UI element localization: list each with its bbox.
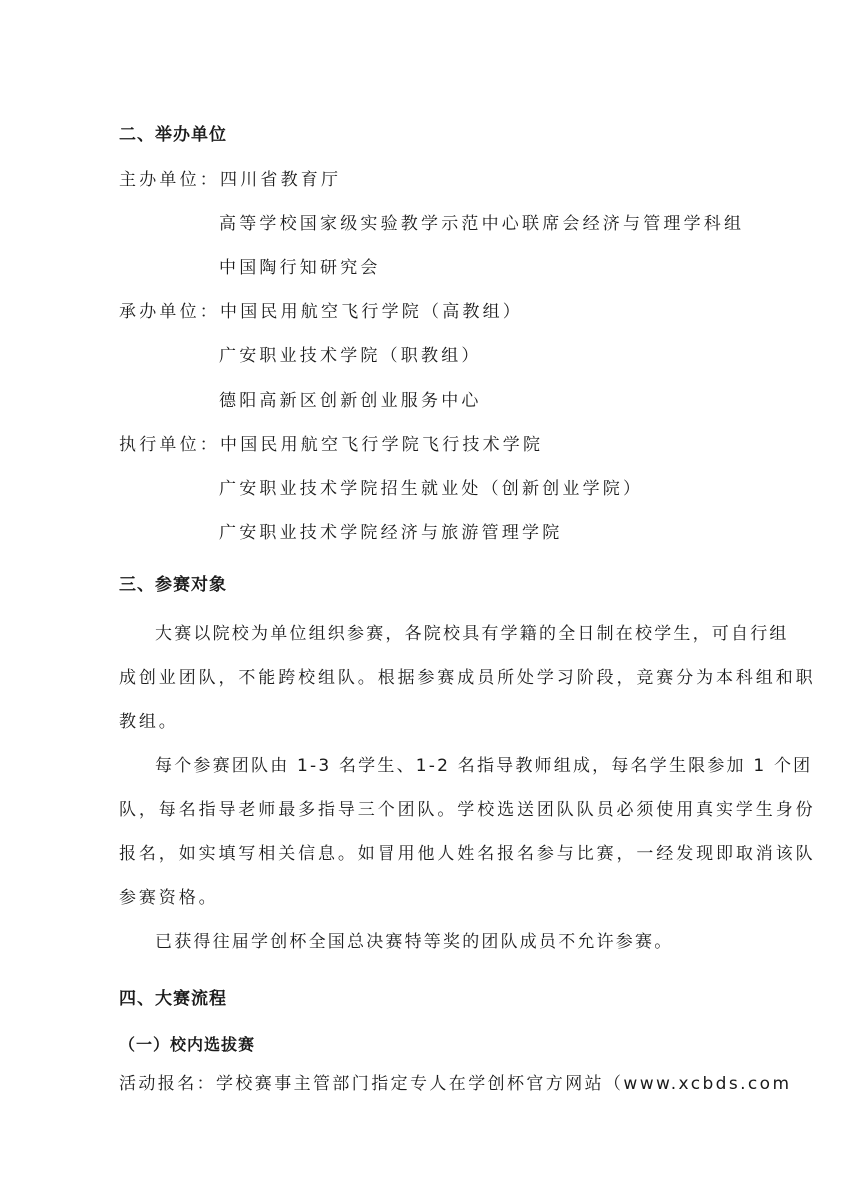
executor-item: 广安职业技术学院招生就业处（创新创业学院）	[219, 479, 644, 499]
organizer-item: 中国陶行知研究会	[219, 258, 381, 278]
registration-line: 活动报名：学校赛事主管部门指定专人在学创杯官方网站（www.xcbds.com	[119, 1074, 792, 1094]
paragraph-line: 成创业团队，不能跨校组队。根据参赛成员所处学习阶段，竞赛分为本科组和职	[119, 668, 816, 688]
section-heading-participants: 三、参赛对象	[119, 575, 227, 595]
paragraph-team-composition	[119, 744, 816, 920]
executor-item: 广安职业技术学院经济与旅游管理学院	[219, 523, 563, 543]
paragraph-line: 参赛资格。	[119, 888, 219, 908]
paragraph-line: 每个参赛团队由 1-3 名学生、1-2 名指导教师组成，每名学生限参加 1 个团	[155, 756, 813, 776]
paragraph-line: 报名，如实填写相关信息。如冒用他人姓名报名参与比赛，一经发现即取消该队	[119, 844, 816, 864]
organizer-label: 主办单位：	[119, 170, 220, 190]
host-label: 承办单位：	[119, 302, 220, 322]
section-heading-organizers: 二、举办单位	[119, 125, 227, 145]
paragraph-line: 教组。	[119, 712, 179, 732]
subsection-heading-campus-selection: （一）校内选拔赛	[119, 1035, 256, 1054]
paragraph-line: 大赛以院校为单位组织参赛，各院校具有学籍的全日制在校学生，可自行组	[155, 624, 789, 644]
paragraph-line: 已获得往届学创杯全国总决赛特等奖的团队成员不允许参赛。	[155, 932, 674, 952]
executor-row	[119, 435, 543, 455]
organizer-row	[119, 170, 341, 190]
executor-item: 中国民用航空飞行学院飞行技术学院	[220, 435, 544, 455]
host-item: 德阳高新区创新创业服务中心	[219, 391, 482, 411]
paragraph-exclusion	[119, 920, 779, 964]
executor-label: 执行单位：	[119, 435, 220, 455]
host-item: 中国民用航空飞行学院（高教组）	[220, 302, 523, 322]
host-item: 广安职业技术学院（职教组）	[219, 346, 482, 366]
section-heading-process: 四、大赛流程	[119, 989, 227, 1009]
organizer-item: 高等学校国家级实验教学示范中心联席会经济与管理学科组	[219, 214, 745, 234]
organizer-item: 四川省教育厅	[220, 170, 342, 190]
paragraph-eligibility	[119, 612, 816, 744]
paragraph-line: 队，每名指导老师最多指导三个团队。学校选送团队队员必须使用真实学生身份	[119, 800, 816, 820]
host-row	[119, 302, 523, 322]
